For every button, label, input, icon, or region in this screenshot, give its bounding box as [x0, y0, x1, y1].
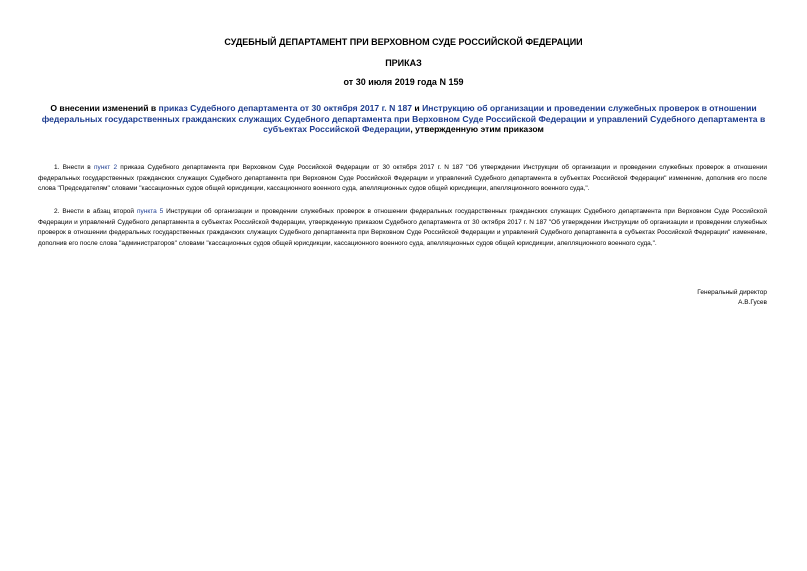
paragraph-1-link-point-2[interactable]: пункт 2 [93, 164, 118, 171]
title-link-order[interactable]: приказ Судебного департамента от 30 октября 2017 г. N 187 [158, 103, 413, 113]
paragraph-1-text-a: 1. Внести в [54, 164, 94, 171]
title-middle: и [412, 103, 423, 113]
paragraph-2-text-b: Инструкции об организации и проведении служебных проверок в отношении федеральных государственных гражданских служащих Судебного департамента при Верховном Суде Российской Федерации и управлений Судебного департамента в субъектах Российской Федерации, утвержденную приказом Судебного департамента от 30 октября 2017 г. N 187 "Об утверждении Инструкции об организации и проведении служебных проверок в отношении федеральных государственных гражданских служащих Судебного департамента при Верховном Суде Российской Федерации и управлений Судебного департамента в субъектах Российской Федерации" изменение, дополнив его после слова "администраторов" словами "кассационных судов общей юрисдикции, кассационного военного суда, апелляционных судов общей юрисдикции, апелляционного военного суда,". [38, 208, 767, 247]
paragraph-1 [38, 163, 767, 195]
document-title [30, 103, 777, 135]
paragraph-2-text-a: 2. Внести в абзац второй [54, 208, 137, 215]
department-heading: СУДЕБНЫЙ ДЕПАРТАМЕНТ ПРИ ВЕРХОВНОМ СУДЕ РОССИЙСКОЙ ФЕДЕРАЦИИ [224, 37, 583, 47]
paragraph-1-text-b: приказа Судебного департамента при Верховном Суде Российской Федерации от 30 октября 2017 г. N 187 "Об утверждении Инструкции об организации и проведении служебных проверок в отношении федеральных государственных гражданских служащих Судебного департамента при Верховном Суде Российской Федерации и управлений Судебного департамента в субъектах Российской Федерации" изменение, дополнив его после слова "Председателям" словами "кассационных судов общей юрисдикции, кассационного военного суда, апелляционных судов общей юрисдикции, апелляционного военного суда,". [38, 164, 767, 193]
title-suffix: , утвержденную этим приказом [410, 124, 544, 135]
signature-position: Генеральный директор [697, 289, 767, 296]
title-prefix: О внесении изменений в [50, 103, 159, 113]
paragraph-2-link-point-5[interactable]: пункта 5 [136, 208, 164, 215]
document-type: ПРИКАЗ [385, 58, 422, 68]
signature-name: А.В.Гусев [738, 299, 767, 306]
title-link-instruction[interactable]: Инструкцию об организации и проведении служебных проверок в отношении федеральных государственных гражданских служащих Судебного департамента при Верховном Суде Российской Федерации и управлений Судебного департамента в субъектах Российской Федерации [41, 103, 766, 135]
document-date-number: от 30 июля 2019 года N 159 [343, 77, 464, 87]
paragraph-2 [38, 207, 767, 249]
